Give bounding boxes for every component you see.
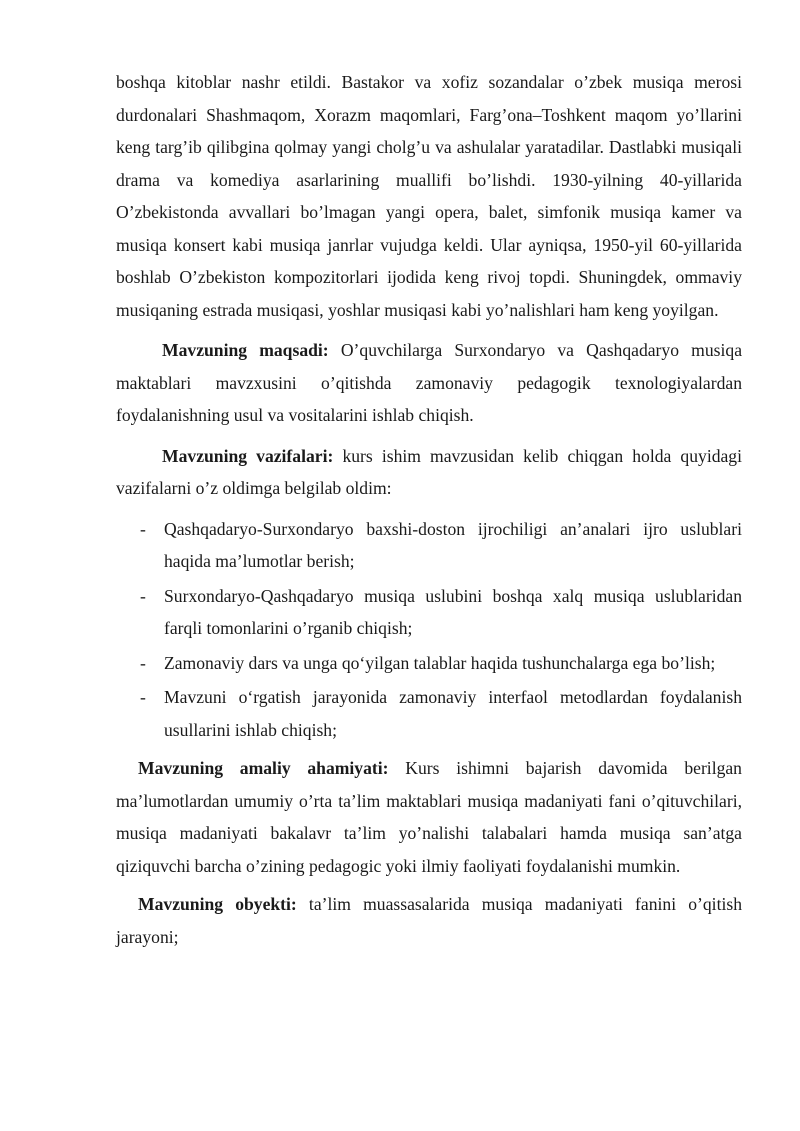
- goal-label: Mavzuning maqsadi:: [162, 340, 329, 360]
- list-bullet: -: [140, 518, 146, 539]
- goal-text: O’quvchilarga Surxondaryo va Qashqadaryo musiqa maktablari mavzxusini o’qitishda zamonaviy pedagogik texnologiyalardan foydalanishning usul va vositalarini ishlab chiqish.: [116, 340, 743, 425]
- object-paragraph: [116, 888, 742, 953]
- list-bullet: -: [140, 687, 146, 707]
- practical-paragraph: [116, 752, 742, 882]
- list-item: [116, 681, 742, 746]
- list-item: [116, 580, 742, 645]
- list-item: [116, 647, 742, 680]
- goal-paragraph: [116, 334, 742, 432]
- list-item-text: Mavzuni o‘rgatish jarayonida zamonaviy interfaol metodlardan foydalanish usullarini ishlab chiqish;: [164, 687, 742, 740]
- practical-label: Mavzuning amaliy ahamiyati:: [138, 758, 389, 778]
- object-label: Mavzuning obyekti:: [138, 894, 297, 914]
- list-item-text: Qashqadaryo-Surxondaryo baxshi-doston ijrochiligi an’analari ijro uslublari haqida ma’lumotlar berish;: [164, 518, 742, 571]
- intro-paragraph: boshqa kitoblar nashr etildi. Bastakor va xofiz sozandalar o’zbek musiqa merosi durdonalari Shashmaqom, Xorazm maqomlari, Farg’ona–Toshkent maqom yo’llarini keng targ’ib qilibgina qolmay yangi cholg’u va ashulalar yaratadilar. Dastlabki musiqali drama va komediya asarlarining muallifi bo’lishdi. 1930-yilning 40-yillarida O’zbekistonda avvallari bo’lmagan yangi opera, balet, simfonik musiqa kamer va musiqa konsert kabi musiqa janrlar vujudga keldi. Ular ayniqsa, 1950-yil 60-yillarida boshlab O’zbekiston kompozitorlari ijodida keng rivoj topdi. Shuningdek, ommaviy musiqaning estrada musiqasi, yoshlar musiqasi kabi yo’nalishlari ham keng yoyilgan.: [116, 72, 742, 320]
- list-bullet: -: [140, 585, 146, 606]
- object-text: ta’lim muassasalarida musiqa madaniyati fanini o’qitish jarayoni;: [116, 894, 742, 947]
- tasks-paragraph: [116, 440, 742, 505]
- list-bullet: -: [140, 652, 146, 673]
- practical-text: Kurs ishimni bajarish davomida berilgan ma’lumotlardan umumiy o’rta ta’lim maktablari musiqa madaniyati fani o’qituvchilari, musiqa madaniyati bakalavr ta’lim yo’nalishi talabalari hamda musiqa san’atga qiziquvchi barcha o’zining pedagogic yoki ilmiy faoliyati foydalanishi mumkin.: [116, 758, 742, 876]
- list-item: [116, 513, 742, 578]
- tasks-text: kurs ishim mavzusidan kelib chiqgan holda quyidagi vazifalarni o’z oldimga belgilab oldim:: [116, 445, 742, 498]
- document-page: [116, 66, 742, 959]
- list-item-text: Surxondaryo-Qashqadaryo musiqa uslubini boshqa xalq musiqa uslublaridan farqli tomonlarini o’rganib chiqish;: [164, 585, 742, 638]
- tasks-label: Mavzuning vazifalari:: [162, 445, 334, 466]
- list-item-text: Zamonaviy dars va unga qo‘yilgan talablar haqida tushunchalarga ega bo’lish;: [164, 652, 716, 673]
- tasks-list: [116, 513, 742, 747]
